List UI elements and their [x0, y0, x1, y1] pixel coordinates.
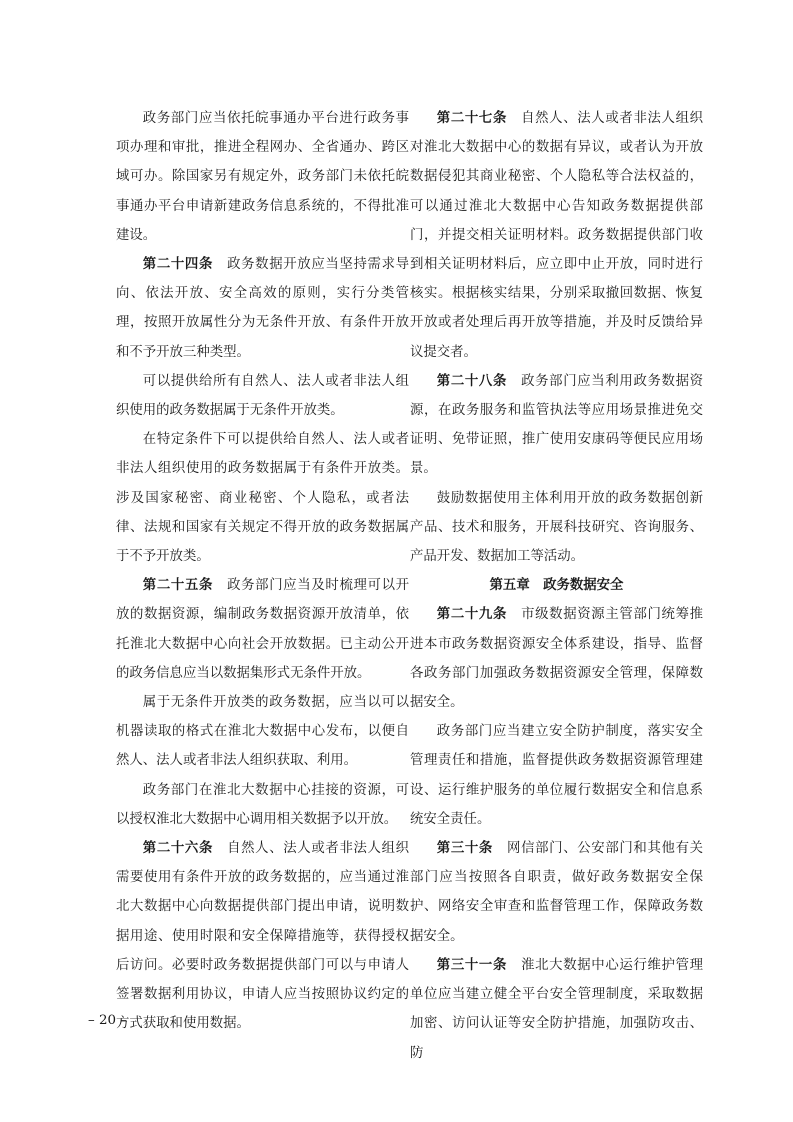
- article-27: [410, 104, 703, 367]
- article-text: 市级数据资源主管部门统筹推进本市政务数据资源安全体系建设，指导、监督各政务部门加强政务数据资源安全管理，保障数据安全。: [410, 607, 704, 711]
- article-label: 第三十一条: [436, 956, 508, 973]
- article-25: [116, 571, 409, 688]
- paragraph: 鼓励数据使用主体利用开放的政务数据创新产品、技术和服务，开展科技研究、咨询服务、产品开发、数据加工等活动。: [410, 490, 703, 565]
- article-29: [410, 600, 703, 717]
- paragraph: 在特定条件下可以提供给自然人、法人或者非法人组织使用的政务数据属于有条件开放类。涉及国家秘密、商业秘密、个人隐私，或者法律、法规和国家有关规定不得开放的政务数据属于不予开放类。: [116, 432, 409, 565]
- article-text: 政务部门应当及时梳理可以开放的数据资源，编制政务数据资源开放清单，依托淮北大数据中心向社会开放数据。已主动公开的政务信息应当以数据集形式无条件开放。: [116, 578, 410, 681]
- article-text: 政务部门应当利用政务数据资源，在政务服务和监管执法等应用场景推进免交证明、免带证照，推广使用安康码等便民应用场景。: [410, 373, 704, 477]
- article-label: 第二十七条: [436, 110, 508, 126]
- article-label: 第二十六条: [142, 840, 214, 857]
- chapter-heading: 第五章 政务数据安全: [489, 577, 624, 594]
- article-text: 网信部门、公安部门和其他有关部门应当按照各自职责，做好政务数据安全保护、网络安全审查和监督管理工作，保障政务数据安全。: [410, 841, 704, 944]
- article-26: [116, 834, 409, 1038]
- article-28: [410, 367, 703, 484]
- article-label: 第二十九条: [436, 606, 508, 623]
- article-31: [410, 951, 703, 1068]
- page-number: – 20 –: [88, 1013, 127, 1028]
- paragraph: 可以提供给所有自然人、法人或者非法人组织使用的政务数据属于无条件开放类。: [116, 373, 409, 419]
- article-24: [116, 250, 409, 367]
- article-label: 第二十四条: [142, 256, 214, 273]
- paragraph: 政务部门应当依托皖事通办平台进行政务事项办理和审批，推进全程网办、全省通办、跨区域可办。除国家另有规定外，政务部门未依托皖事通办平台申请新建政务信息系统的，不得批准建设。: [116, 111, 409, 243]
- paragraph: 政务部门在淮北大数据中心挂接的资源，可以授权淮北大数据中心调用相关数据予以开放。: [116, 782, 409, 827]
- article-label: 第二十八条: [436, 372, 508, 389]
- article-label: 第二十五条: [142, 577, 214, 594]
- article-text: 淮北大数据中心运行维护管理单位应当建立健全平台安全管理制度，采取数据加密、访问认证等安全防护措施，加强防攻击、防: [410, 957, 704, 1061]
- right-column: [410, 104, 703, 1068]
- article-text: 政务数据开放应当坚持需求导向、依法开放、安全高效的原则，实行分类管理，按照开放属性分为无条件开放、有条件开放和不予开放三种类型。: [116, 257, 410, 360]
- article-text: 自然人、法人或者非法人组织需要使用有条件开放的政务数据的，应当通过淮北大数据中心向数据提供部门提出申请，说明数据用途、使用时限和安全保障措施等，获得授权后访问。必要时政务数据提供部门可以与申请人签署数据利用协议，申请人应当按照协议约定的方式获取和使用数据。: [116, 841, 410, 1032]
- article-30: [410, 834, 703, 951]
- article-label: 第三十条: [436, 840, 493, 857]
- left-column: [116, 104, 409, 1039]
- article-text: 自然人、法人或者非法人组织对淮北大数据中心的数据有异议，或者认为开放数据侵犯其商业秘密、个人隐私等合法权益的，可以通过淮北大数据中心告知政务数据提供部门，并提交相关证明材料。政务数据提供部门收到相关证明材料后，应立即中止开放，同时进行核实。根据核实结果，分别采取撤回数据、恢复开放或者处理后再开放等措施，并及时反馈给异议提交者。: [410, 111, 704, 360]
- paragraph: 政务部门应当建立安全防护制度，落实安全管理责任和措施，监督提供政务数据资源管理建设、运行维护服务的单位履行数据安全和信息系统安全责任。: [410, 724, 703, 827]
- paragraph: 属于无条件开放类的政务数据，应当以可以机器读取的格式在淮北大数据中心发布，以便自然人、法人或者非法人组织获取、利用。: [116, 695, 409, 769]
